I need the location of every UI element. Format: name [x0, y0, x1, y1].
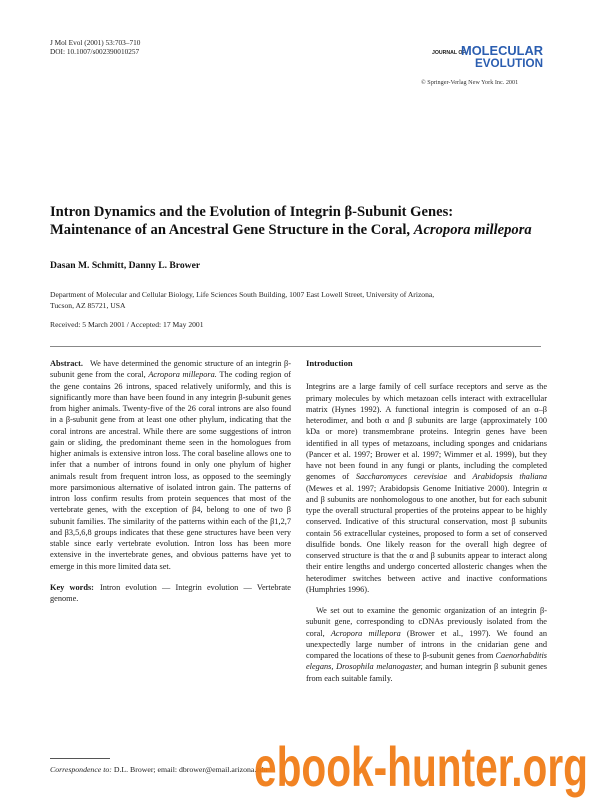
keywords-text: Intron evolution — Integrin evolution — Vertebrate genome. — [50, 582, 291, 603]
intro-p2-species-2: Caenorhabditis elegans, Drosophila melanogaster, — [306, 651, 547, 672]
received-dates: Received: 5 March 2001 / Accepted: 17 May 2001 — [50, 320, 204, 329]
intro-p1-text-a: Integrins are a large family of cell surface receptors and serve as the primary molecules by which metazoan cells interact with extracellular matrix (Hynes 1992). A functional integrin is composed of an α–β heterodimer, and both α and β subunits are large (approximately 100 kDa or more) transmembrane proteins. Integrin genes have been identified in all types of metazoans, including sponges and cnidarians (Pancer et al. 1997; Brower et al. 1997; Wimmer et al. 1999), but they have not been found in any fungi or plants, including the completed genomes of — [306, 382, 547, 482]
abstract-paragraph — [50, 358, 291, 572]
divider-rule — [50, 346, 541, 347]
doi-line: DOI: 10.1007/s002390010257 — [50, 47, 140, 56]
title-line-2-text: Maintenance of an Ancestral Gene Structure in the Coral, — [50, 222, 414, 238]
intro-p2-species-1: Acropora millepora — [330, 628, 401, 638]
abstract-species: Acropora millepora. — [148, 370, 217, 380]
title-line-2 — [50, 221, 550, 239]
abstract-label: Abstract. — [50, 359, 83, 368]
journal-citation — [50, 38, 140, 56]
journal-logo — [432, 41, 544, 71]
keywords-label: Key words: — [50, 582, 94, 592]
abstract-column — [50, 358, 291, 614]
correspondence-label: Correspondence to: — [50, 765, 112, 774]
logo-evolution: EVOLUTION — [475, 56, 543, 70]
copyright-notice: © Springer-Verlag New York Inc. 2001 — [421, 79, 519, 86]
intro-paragraph-2 — [306, 605, 547, 684]
watermark-text: ebook-hunter.org — [254, 735, 588, 798]
intro-p1-species-2: Arabidopsis thaliana — [472, 472, 547, 482]
introduction-heading: Introduction — [306, 358, 353, 368]
logo-molecular: MOLECULAR — [461, 43, 544, 58]
abstract-text-b: The coding region of the gene contains 26 introns, spaced relatively uniformly, and this is significantly more than have been found in any integrin β-subunit genes from higher animals. Twenty-five of the 26 coral introns are also found in a β-subunit gene from at least one other phylum, indicating that the coral introns are ancestral. While there are some suggestions of intron gain or sliding, the predominant theme seen in the homologues from higher animals is extensive intron loss. The coral baseline allows one to infer that a number of introns found in only one phylum of higher animals result from frequent intron loss, as opposed to the seemingly more parsimonious alternative of isolated intron gain. The patterns of intron loss confirm results from protein sequences that most of the vertebrate genes, with the exception of β4, belong to one of two β subunit families. The similarity of the patterns within each of the β1,2,7 and β3,5,6,8 groups indicates that these gene structures have been very stable since early vertebrate evolution. Intron loss has been more extensive in the invertebrate genes, and obvious patterns have yet to emerge in this more limited data set. — [50, 370, 291, 571]
abstract-text-a: We have determined the genomic structure of an integrin β-subunit gene from the coral, — [50, 359, 291, 380]
correspondence-note — [50, 765, 268, 774]
citation-line: J Mol Evol (2001) 53:703–710 — [50, 38, 141, 47]
watermark — [250, 728, 592, 802]
footnote-rule — [50, 758, 110, 759]
title-species: Acropora millepora — [413, 222, 532, 238]
affiliation-line-2: Tucson, AZ 85721, USA — [50, 301, 126, 310]
intro-p2-text-b: (Brower et al., 1997). We found an unexpectedly large number of introns in the cnidarian gene and compared the locations of these to β-subunit genes from — [306, 628, 548, 660]
intro-p1-species-1: Saccharomyces cerevisiae — [355, 472, 448, 482]
author-list: Dasan M. Schmitt, Danny L. Brower — [50, 260, 201, 271]
title-line-1: Intron Dynamics and the Evolution of Integrin β-Subunit Genes: — [50, 204, 454, 220]
intro-p1-text-c: (Mewes et al. 1997; Arabidopsis Genome Initiative 2000). Integrin α and β subunits are nonhomologous to one another, but for each subunit type the overall structural properties of the proteins appear to be highly conserved. Indicative of this structural conservation, most β subunits contain 56 extracellular cysteines, proposed to form a set of conserved disulfide bonds. One likely reason for the overall high degree of conserved structure is that the α and β subunits appear to interact along their entire lengths and undergo concerted allosteric changes when the heterodimer switches between active and inactive conformations (Humphries 1996). — [306, 483, 547, 594]
introduction-column — [306, 358, 547, 684]
logo-journal-of: JOURNAL OF — [432, 50, 466, 56]
intro-p1-text-b: and — [447, 472, 473, 482]
article-title — [50, 203, 550, 239]
intro-p2-text-c: and human integrin β subunit genes from each suitable family. — [306, 662, 547, 683]
intro-paragraph-1 — [306, 381, 547, 595]
intro-p2-text-a: We set out to examine the genomic organization of an integrin β-subunit gene, corresponding to cDNAs previously isolated from the coral, — [306, 606, 547, 638]
correspondence-text: D.L. Brower; email: dbrower@email.arizona.edu — [113, 765, 268, 774]
keywords-paragraph — [50, 582, 291, 605]
affiliation-line-1: Department of Molecular and Cellular Biology, Life Sciences South Building, 1007 East Lowell Street, University of Arizona, — [50, 290, 435, 299]
affiliation — [50, 289, 520, 311]
